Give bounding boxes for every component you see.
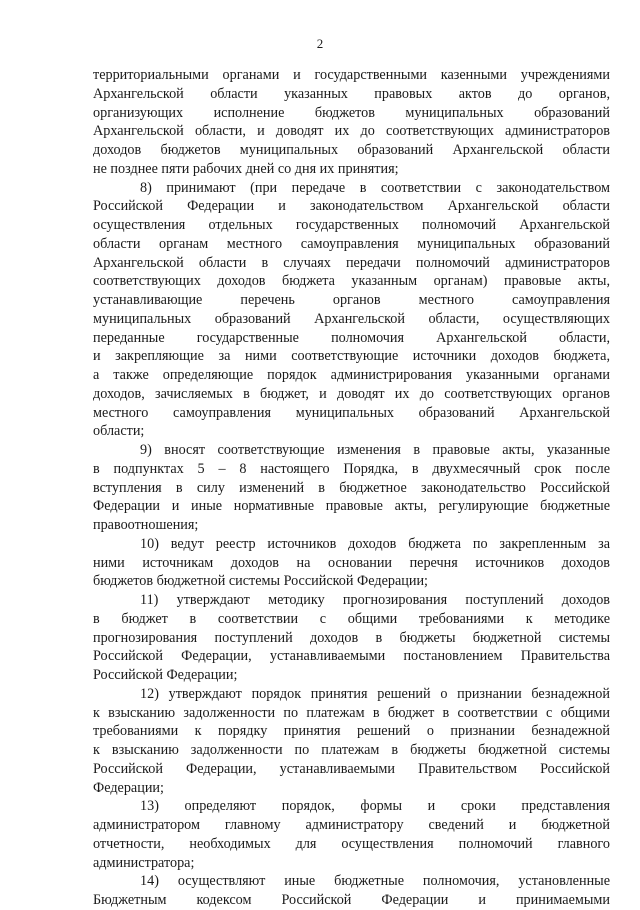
text-line: а также определяющие порядок администрирования указанными органами [93, 367, 610, 383]
text-line: 9) вносят соответствующие изменения в правовые акты, указанные [140, 442, 610, 458]
text-line: муниципальных образований Архангельской области, осуществляющих [93, 310, 610, 327]
page-number: 2 [316, 36, 324, 51]
text-line: местного самоуправления муниципальных образований Архангельской [93, 404, 610, 421]
document-body-text [93, 66, 610, 910]
text-line: 10) ведут реестр источников доходов бюджета по закрепленным за [140, 535, 610, 552]
text-line: территориальными органами и государственными казенными учреждениями [93, 67, 610, 83]
text-line: к взысканию задолженности по платежам в бюджет в соответствии с общими [93, 704, 610, 721]
text-line: соответствующих доходов бюджета указанным органам) правовые акты, [93, 273, 610, 290]
text-line: отчетности, необходимых для осуществления полномочий главного [93, 835, 610, 852]
text-line: организующих исполнение бюджетов муниципальных образований [93, 104, 610, 121]
text-line: 12) утверждают порядок принятия решений о признании безнадежной [140, 685, 610, 702]
text-line: требованиями к порядку принятия решений о признании безнадежной [93, 723, 610, 740]
text-line: прогнозирования поступлений доходов в бюджеты бюджетной системы [93, 629, 610, 646]
text-line: 13) определяют порядок, формы и сроки представления [140, 798, 610, 815]
text-line: Федерации; [93, 779, 164, 796]
text-line: Архангельской области, и доводят их до соответствующих администраторов [93, 123, 610, 140]
text-line: правоотношения; [93, 517, 199, 533]
text-line: не позднее пяти рабочих дней со дня их принятия; [93, 160, 399, 177]
text-line: ними источникам доходов на основании перечня источников доходов [93, 554, 610, 571]
text-line: Российской Федерации, устанавливаемыми постановлением Правительства [93, 648, 610, 665]
text-line: Российской Федерации; [93, 667, 238, 683]
text-line: Бюджетным кодексом Российской Федерации и принимаемыми [93, 892, 610, 908]
text-line: администратора; [93, 854, 195, 871]
text-line: Архангельской области указанных правовых актов до органов, [93, 85, 610, 102]
text-line: доходов бюджетов муниципальных образований Архангельской области [93, 142, 610, 158]
text-line: Федерации и иные нормативные правовые акты, регулирующие бюджетные [93, 498, 610, 515]
text-line: бюджетов бюджетной системы Российской Федерации; [93, 573, 428, 590]
text-line: переданные государственные полномочия Архангельской области, [93, 329, 610, 346]
text-line: к взысканию задолженности по платежам в бюджеты бюджетной системы [93, 742, 610, 758]
text-line: вступления в силу изменений в бюджетное законодательство Российской [93, 479, 610, 496]
text-line: области органам местного самоуправления муниципальных образований [93, 235, 610, 252]
text-line: администратором главному администратору сведений и бюджетной [93, 817, 610, 833]
text-line: 8) принимают (при передаче в соответствии с законодательством [140, 179, 610, 196]
text-line: и закрепляющие за ними соответствующие источники доходов бюджета, [93, 348, 610, 365]
text-line: Российской Федерации, устанавливаемыми Правительством Российской [93, 760, 610, 777]
text-line: Российской Федерации и законодательством Архангельской области [93, 198, 610, 215]
text-line: 11) утверждают методику прогнозирования поступлений доходов [140, 592, 610, 608]
text-line: устанавливающие перечень органов местного самоуправления [93, 292, 610, 308]
text-line: 14) осуществляют иные бюджетные полномочия, установленные [140, 873, 610, 890]
text-line: в бюджет в соответствии с общими требованиями к методике [93, 610, 610, 627]
text-line: доходов, зачисляемых в бюджет, и доводят их до соответствующих органов [93, 385, 610, 402]
text-line: в подпунктах 5 – 8 настоящего Порядка, в двухмесячный срок после [93, 460, 610, 477]
text-line: области; [93, 423, 145, 440]
text-line: Архангельской области в случаях передачи полномочий администраторов [93, 254, 610, 271]
text-line: осуществления отдельных государственных полномочий Архангельской [93, 217, 610, 233]
